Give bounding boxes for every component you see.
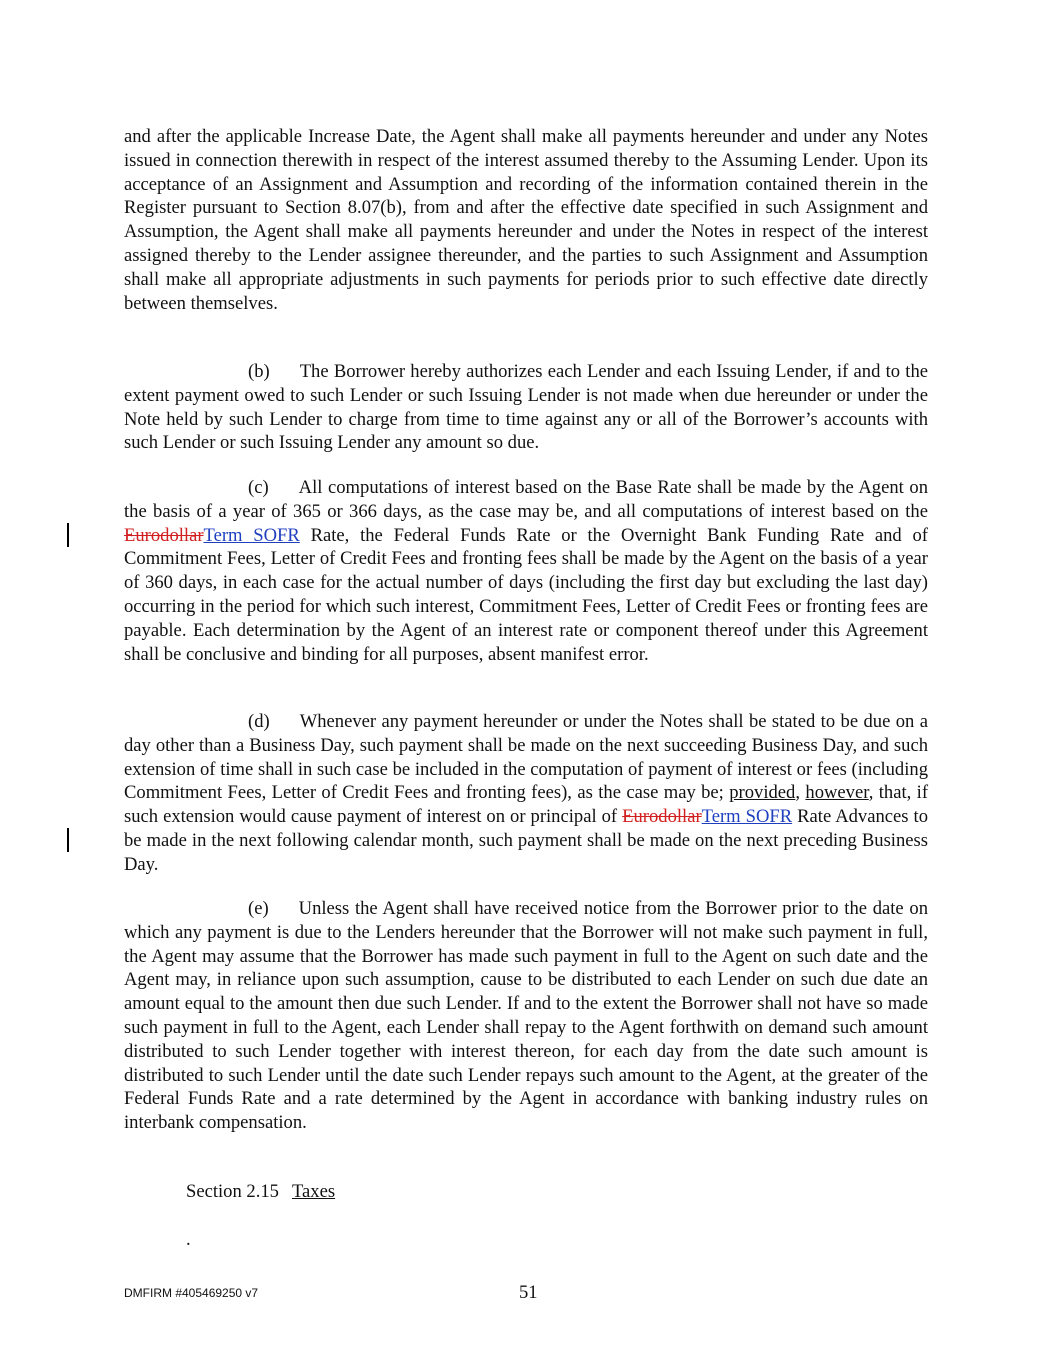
paragraph-e-label: (e) xyxy=(248,898,269,919)
section-title: Taxes xyxy=(291,1181,336,1202)
paragraph-c-text-1: All computations of interest based on the Base Rate shall be made by the Agent on the basis of a year of 365 or 366 days, as the case may be, and all computations of interest based on the xyxy=(124,477,928,522)
paragraph-d-text-1: Whenever any payment hereunder or under the Notes shall be stated to be due on a day other than a Business Day, such payment shall be made on the next succeeding Business Day, and such extension of time shall in such case be included in the computation of payment of interest or fees (including Commitment Fees, Letter of Credit Fees and fronting fees), as the case may be; xyxy=(124,711,928,804)
paragraph-d-label: (d) xyxy=(248,711,270,732)
change-bar-c xyxy=(67,523,69,547)
paragraph-a-continued xyxy=(124,125,928,315)
inserted-text-term-sofr: Term SOFR xyxy=(701,806,793,828)
inserted-text-term-sofr: Term SOFR xyxy=(203,524,300,546)
deleted-text-eurodollar: Eurodollar xyxy=(124,524,204,546)
paragraph-c xyxy=(124,476,928,666)
footer-document-id: DMFIRM #405469250 v7 xyxy=(124,1286,259,1300)
provided-term: provided xyxy=(729,782,796,804)
paragraph-d-text-3: Rate Advances to be made in the next following calendar month, such payment shall be made on the next preceding Business Day. xyxy=(124,806,928,875)
paragraph-e xyxy=(124,897,928,1135)
however-term: however xyxy=(805,782,869,804)
section-trailing-dot: . xyxy=(186,1229,191,1250)
paragraph-b xyxy=(124,360,928,455)
paragraph-d-comma: , xyxy=(795,782,806,804)
paragraph-d-text-2: , that, if such extension would cause payment of interest on or principal of xyxy=(124,782,929,828)
paragraph-d xyxy=(124,710,928,877)
section-heading xyxy=(186,1180,335,1204)
paragraph-b-label: (b) xyxy=(248,361,270,382)
paragraph-e-text: Unless the Agent shall have received notice from the Borrower prior to the date on which any payment is due to the Lenders hereunder that the Borrower will not make such payment in full, the Agent may assume that the Borrower has made such payment in full to the Agent on such date and the Agent may, in reliance upon such assumption, cause to be distributed to each Lender on such due date an amount equal to the amount then due such Lender. If and to the extent the Borrower shall not have so made such payment in full to the Agent, each Lender shall repay to the Agent forthwith on demand such amount distributed to such Lender together with interest thereon, for each day from the date such amount is distributed to such Lender until the date such Lender repays such amount to the Agent, at the greater of the Federal Funds Rate and a rate determined by the Agent in accordance with banking industry rules on interbank compensation. xyxy=(124,898,928,1134)
paragraph-c-text-2: Rate, the Federal Funds Rate or the Overnight Bank Funding Rate and of Commitment Fees, Letter of Credit Fees and fronting fees shall be made by the Agent on the basis of a year of 360 days, in each case for the actual number of days (including the first day but excluding the last day) occurring in the period for which such interest, Commitment Fees, Letter of Credit Fees or fronting fees are payable. Each determination by the Agent of an interest rate or component thereof under this Agreement shall be conclusive and binding for all purposes, absent manifest error. xyxy=(124,524,928,665)
page-number: 51 xyxy=(519,1282,538,1303)
paragraph-a-text: and after the applicable Increase Date, the Agent shall make all payments hereunder and under any Notes issued in connection therewith in respect of the interest assumed thereby to the Assuming Lender. Upon its acceptance of an Assignment and Assumption and recording of the information contained therein in the Register pursuant to Section 8.07(b), from and after the effective date specified in such Assignment and Assumption, the Agent shall make all payments hereunder and under the Notes in respect of the interest assigned thereby to the Lender assignee thereunder, and the parties to such Assignment and Assumption shall make all appropriate adjustments in such payments for periods prior to such effective date directly between themselves. xyxy=(124,126,928,314)
deleted-text-eurodollar: Eurodollar xyxy=(622,806,702,828)
paragraph-c-label: (c) xyxy=(248,477,269,498)
change-bar-d xyxy=(67,828,69,852)
paragraph-b-text: The Borrower hereby authorizes each Lender and each Issuing Lender, if and to the extent payment owed to such Lender or such Issuing Lender is not made when due hereunder or under the Note held by such Lender to charge from time to time against any or all of the Borrower’s accounts with such Lender or such Issuing Lender any amount so due. xyxy=(124,361,928,454)
section-number: Section 2.15 xyxy=(186,1181,279,1202)
